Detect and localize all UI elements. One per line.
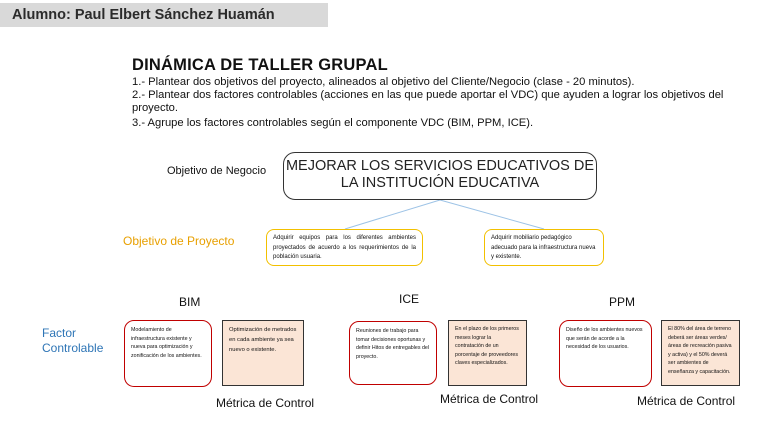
component-header-bim: BIM xyxy=(179,295,201,309)
project-objective-2: Adquirir mobiliario pedagógico adecuado para la infraestructura nueva y existente. xyxy=(484,229,604,266)
project-objective-label: Objetivo de Proyecto xyxy=(123,234,235,248)
ice-metric-box: En el plazo de los primeros meses lograr la contratación de un porcentaje de proveedores claves especializados. xyxy=(448,320,527,386)
ice-factor-box: Reuniones de trabajo para tomar decisiones oportunas y definir Hitos de entregables del proyecto. xyxy=(349,321,437,385)
component-header-ppm: PPM xyxy=(609,295,636,309)
bim-metric-label: Métrica de Control xyxy=(216,396,315,410)
bim-factor-box: Modelamiento de infraestructura existente y nueva para optimización y zonificación de los ambientes. xyxy=(124,320,212,387)
ppm-metric-box: El 80% del área de terreno deberá ser áreas verdes/áreas de recreación pasiva y activa) y el 50% deverá ser ambientes de enseñanza y capacitación. xyxy=(661,320,740,386)
instruction-1: 1.- Plantear dos objetivos del proyecto, alineados al objetivo del Cliente/Negocio (clase - 20 minutos). xyxy=(132,76,635,88)
instruction-2: 2.- Plantear dos factores controlables (acciones en las que puede aportar el VDC) que ayuden a lograr los objetivos del proyecto. xyxy=(132,89,724,114)
controllable-factor-label: Factor Controlable xyxy=(42,326,104,355)
student-name-banner: Alumno: Paul Elbert Sánchez Huamán xyxy=(0,3,328,27)
page-title: DINÁMICA DE TALLER GRUPAL xyxy=(132,56,388,74)
bim-metric-box: Optimización de metrados en cada ambiente ya sea nuevo o existente. xyxy=(222,320,304,386)
component-header-ice: ICE xyxy=(399,292,420,306)
business-objective-box: MEJORAR LOS SERVICIOS EDUCATIVOS DE LA INSTITUCIÓN EDUCATIVA xyxy=(283,152,597,200)
ppm-factor-box: Diseño de los ambientes nuevos que serán de acorde a la necesidad de los usuarios. xyxy=(559,320,652,387)
ice-metric-label: Métrica de Control xyxy=(440,392,539,406)
instruction-3: 3.- Agrupe los factores controlables según el componente VDC (BIM, PPM, ICE). xyxy=(132,117,534,129)
ppm-metric-label: Métrica de Control xyxy=(637,394,736,408)
project-objective-1: Adquirir equipos para los diferentes ambientes proyectados de acuerdo a los requerimientos de la población usuaria. xyxy=(266,229,423,266)
connector-line-left xyxy=(345,200,440,229)
connector-line-right xyxy=(440,200,544,229)
business-objective-label: Objetivo de Negocio xyxy=(167,165,267,177)
